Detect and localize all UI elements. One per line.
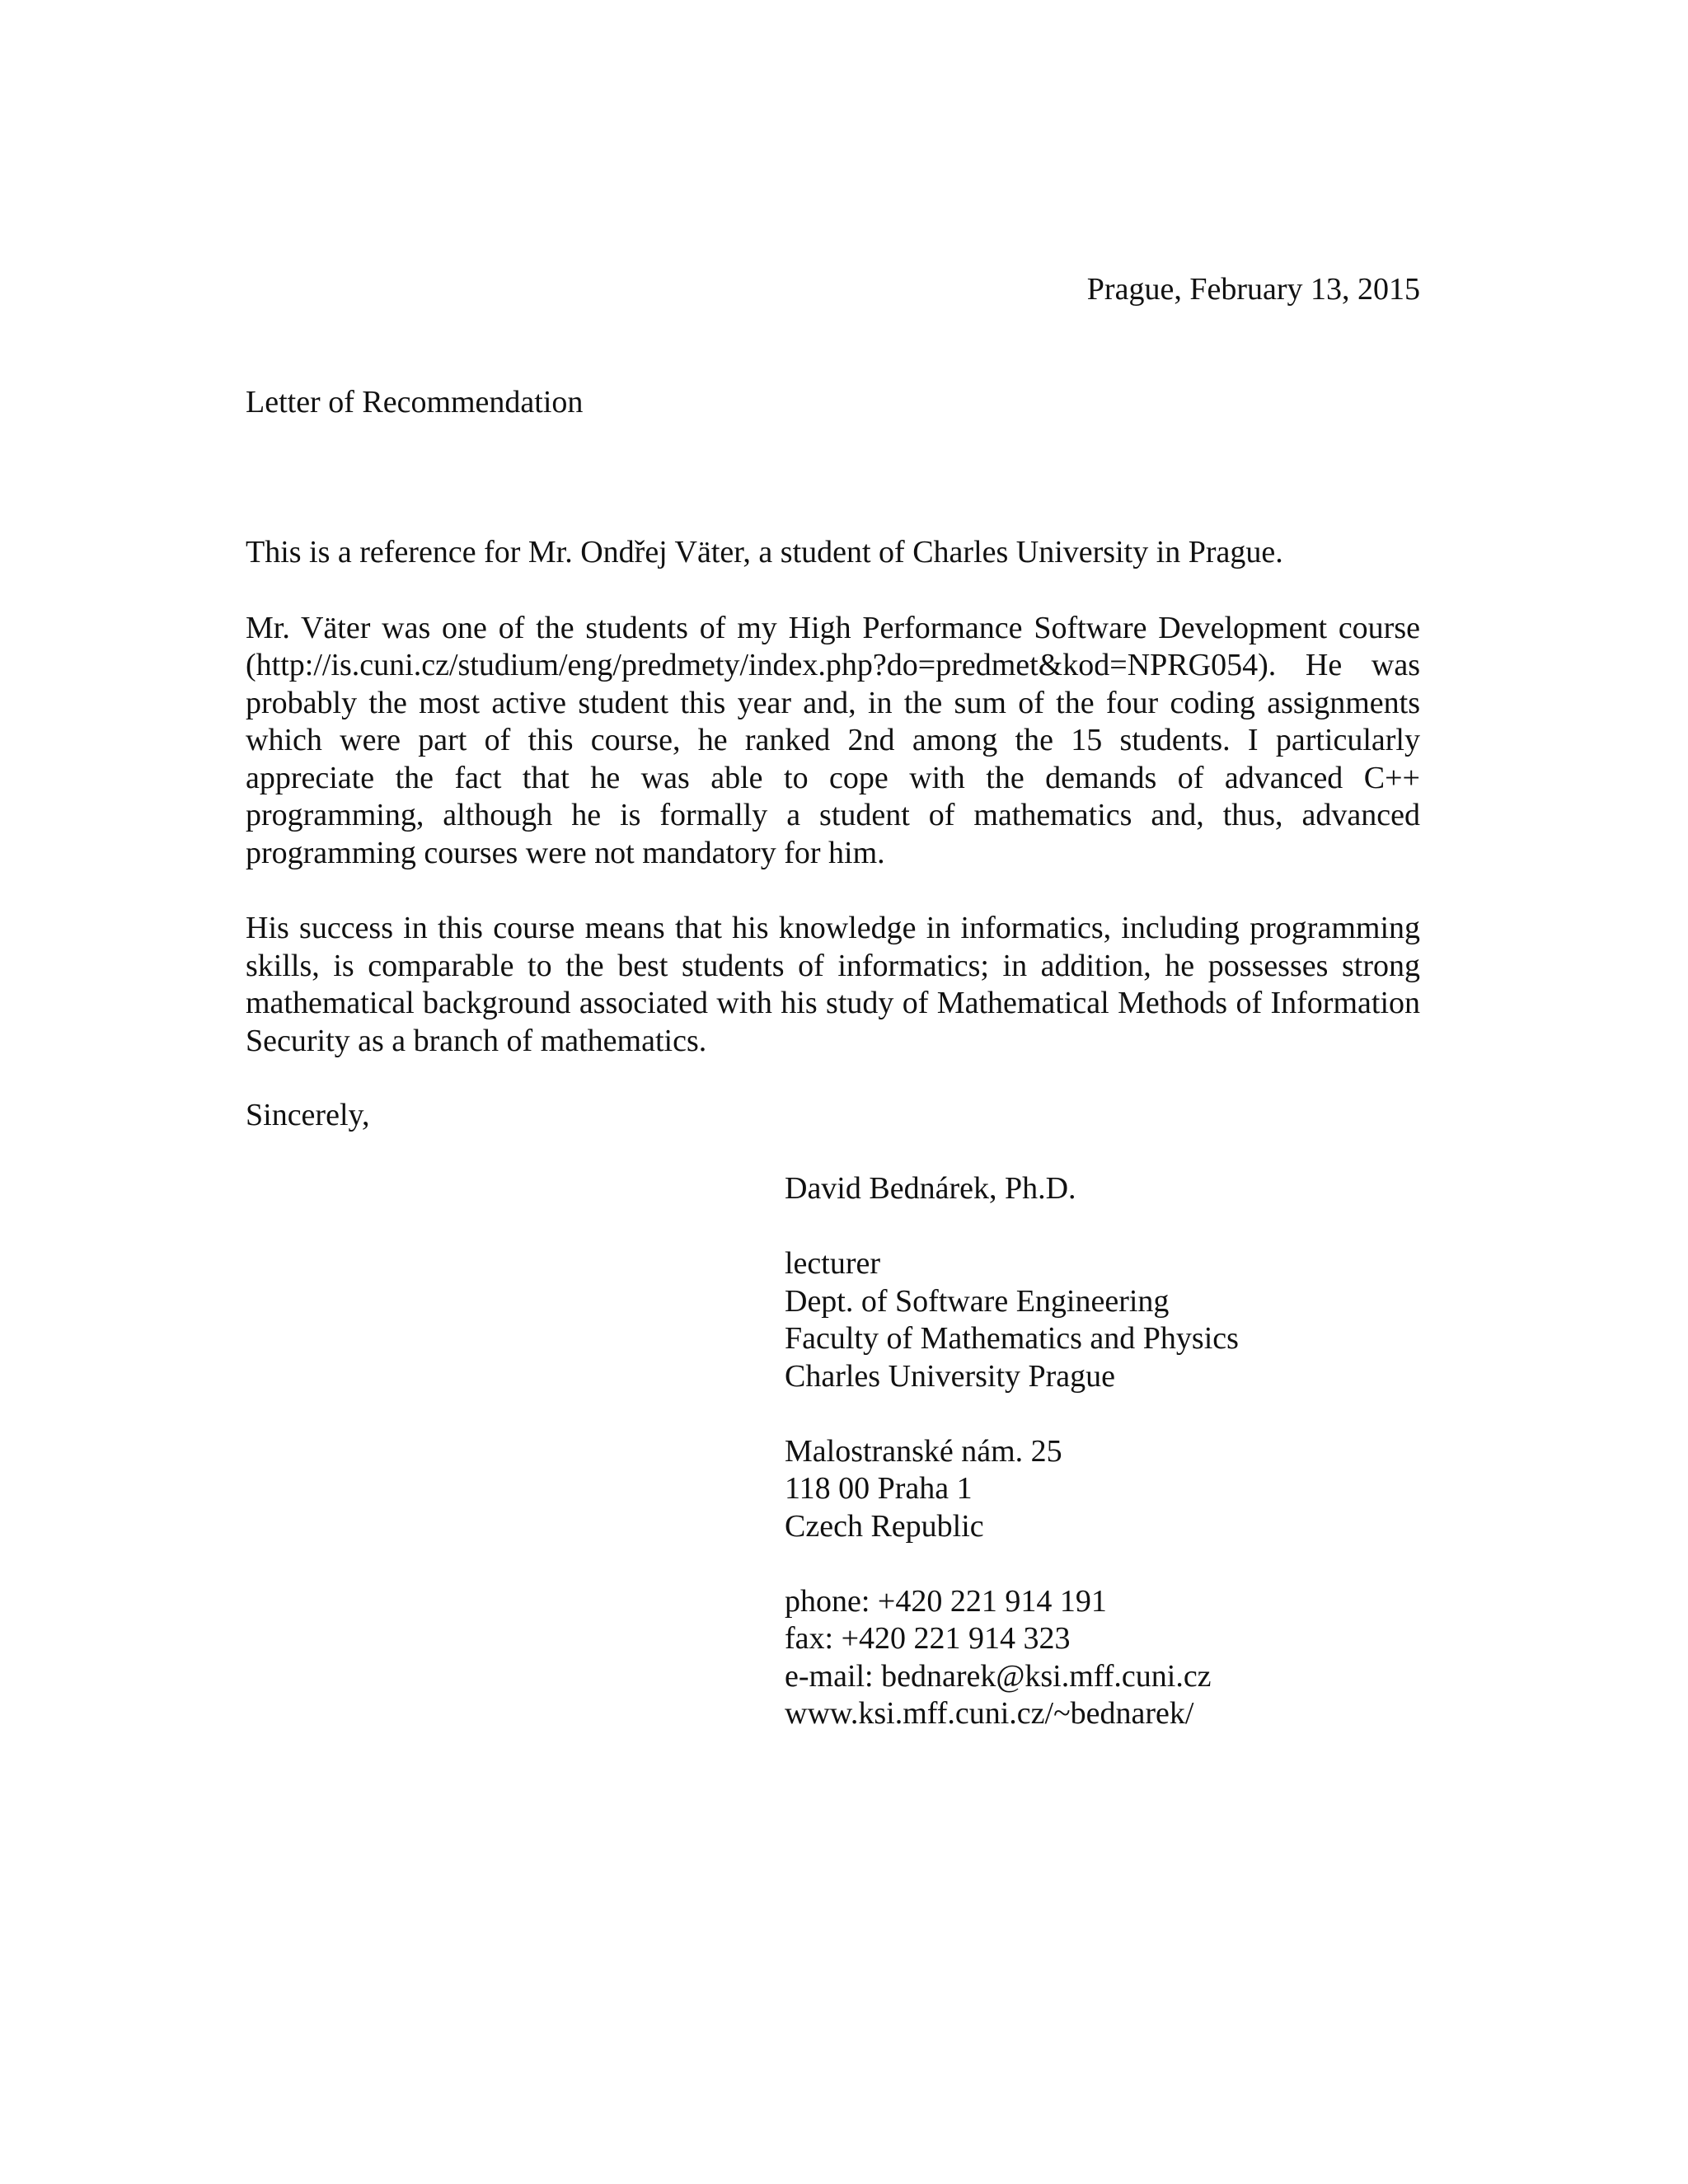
address-street: Malostranské nám. 25 [785,1433,1062,1469]
signer-faculty: Faculty of Mathematics and Physics [785,1321,1239,1356]
address-city: 118 00 Praha 1 [785,1471,973,1506]
address-country: Czech Republic [785,1508,984,1544]
signature-contact-block [785,1583,1239,1733]
signature-name-block [785,1170,1239,1208]
signature-block [785,1170,1239,1770]
letter-subject: Letter of Recommendation [246,385,584,419]
signer-university: Charles University Prague [785,1358,1116,1394]
signer-department: Dept. of Software Engineering [785,1283,1170,1319]
letter-body [246,534,1420,1098]
paragraph-introduction: This is a reference for Mr. Ondřej Väter, a student of Charles University in Prague. [246,535,1283,569]
signature-affiliation-block [785,1245,1239,1395]
signer-name: David Bednárek, Ph.D. [785,1171,1076,1206]
letter-date: Prague, February 13, 2015 [1086,272,1420,307]
contact-email: e-mail: bednarek@ksi.mff.cuni.cz [785,1658,1212,1694]
contact-website: www.ksi.mff.cuni.cz/~bednarek/ [785,1696,1194,1731]
contact-phone: phone: +420 221 914 191 [785,1583,1107,1619]
paragraph-assessment: His success in this course means that his knowledge in informatics, including programming skills, is comparable to the best students of informatics; in addition, he possesses strong mathematical background associated with his study of Mathematical Methods of Information Security as a branch of mathematics. [246,911,1420,1058]
signer-position: lecturer [785,1246,881,1281]
letter-closing: Sincerely, [246,1098,370,1132]
paragraph-course-performance: Mr. Väter was one of the students of my High Performance Software Development course (http://is.cuni.cz/studium/eng/predmety/index.php?do=predmet&kod=NPRG054). He was probably the most active student this year and, in the sum of the four coding assignments which were part of this course, he ranked 2nd among the 15 students. I particularly appreciate the fact that he was able to cope with the demands of advanced C++ programming, although he is formally a student of mathematics and, thus, advanced programming courses were not mandatory for him. [246,610,1420,870]
signature-address-block [785,1433,1239,1546]
contact-fax: fax: +420 221 914 323 [785,1621,1071,1656]
